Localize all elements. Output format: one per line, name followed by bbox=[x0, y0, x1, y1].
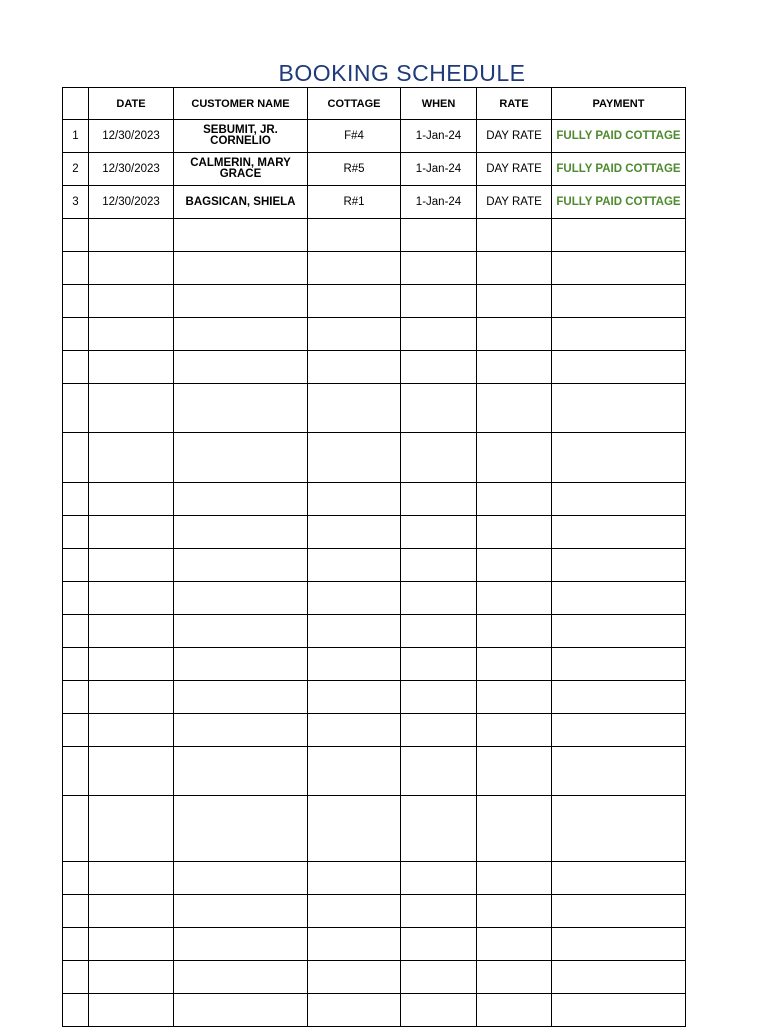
empty-cell bbox=[174, 895, 308, 928]
empty-cell bbox=[174, 681, 308, 714]
empty-cell bbox=[63, 219, 89, 252]
table-body bbox=[63, 120, 686, 1027]
empty-cell bbox=[401, 681, 477, 714]
empty-cell bbox=[63, 351, 89, 384]
empty-cell bbox=[477, 433, 552, 483]
empty-cell bbox=[89, 796, 174, 862]
empty-cell bbox=[477, 961, 552, 994]
empty-cell bbox=[174, 648, 308, 681]
payment-status: FULLY PAID COTTAGE bbox=[552, 186, 686, 219]
empty-cell bbox=[63, 483, 89, 516]
empty-cell bbox=[63, 714, 89, 747]
customer-name bbox=[174, 153, 308, 186]
empty-cell bbox=[477, 796, 552, 862]
empty-cell bbox=[308, 549, 401, 582]
empty-cell bbox=[89, 582, 174, 615]
empty-cell bbox=[401, 252, 477, 285]
payment-status: FULLY PAID COTTAGE bbox=[552, 120, 686, 153]
empty-cell bbox=[401, 433, 477, 483]
empty-cell bbox=[89, 747, 174, 796]
empty-row bbox=[63, 318, 686, 351]
empty-cell bbox=[552, 582, 686, 615]
empty-cell bbox=[63, 681, 89, 714]
empty-cell bbox=[63, 285, 89, 318]
empty-cell bbox=[477, 928, 552, 961]
empty-cell bbox=[89, 862, 174, 895]
empty-row bbox=[63, 895, 686, 928]
empty-row bbox=[63, 433, 686, 483]
empty-cell bbox=[401, 714, 477, 747]
empty-cell bbox=[401, 895, 477, 928]
empty-cell bbox=[174, 961, 308, 994]
empty-cell bbox=[174, 747, 308, 796]
header-when: WHEN bbox=[401, 88, 477, 120]
booking-date: 12/30/2023 bbox=[89, 186, 174, 219]
rate: DAY RATE bbox=[477, 153, 552, 186]
empty-cell bbox=[63, 433, 89, 483]
empty-cell bbox=[401, 384, 477, 433]
when-date: 1-Jan-24 bbox=[401, 153, 477, 186]
empty-cell bbox=[89, 928, 174, 961]
empty-cell bbox=[552, 252, 686, 285]
empty-cell bbox=[477, 714, 552, 747]
empty-cell bbox=[63, 582, 89, 615]
empty-cell bbox=[552, 747, 686, 796]
empty-cell bbox=[308, 285, 401, 318]
empty-cell bbox=[401, 351, 477, 384]
empty-cell bbox=[308, 433, 401, 483]
when-date: 1-Jan-24 bbox=[401, 186, 477, 219]
empty-cell bbox=[308, 648, 401, 681]
empty-cell bbox=[63, 747, 89, 796]
empty-cell bbox=[401, 747, 477, 796]
header-payment: PAYMENT bbox=[552, 88, 686, 120]
empty-cell bbox=[308, 351, 401, 384]
booking-date: 12/30/2023 bbox=[89, 153, 174, 186]
empty-cell bbox=[89, 252, 174, 285]
empty-cell bbox=[174, 252, 308, 285]
empty-cell bbox=[308, 714, 401, 747]
empty-row bbox=[63, 796, 686, 862]
empty-cell bbox=[401, 483, 477, 516]
empty-cell bbox=[477, 318, 552, 351]
empty-cell bbox=[552, 961, 686, 994]
empty-row bbox=[63, 351, 686, 384]
header-number bbox=[63, 88, 89, 120]
empty-cell bbox=[174, 615, 308, 648]
empty-cell bbox=[63, 516, 89, 549]
empty-cell bbox=[174, 714, 308, 747]
booking-date: 12/30/2023 bbox=[89, 120, 174, 153]
empty-cell bbox=[552, 483, 686, 516]
empty-row bbox=[63, 994, 686, 1027]
empty-cell bbox=[477, 648, 552, 681]
empty-cell bbox=[401, 961, 477, 994]
empty-cell bbox=[89, 219, 174, 252]
empty-cell bbox=[308, 796, 401, 862]
empty-cell bbox=[89, 615, 174, 648]
empty-cell bbox=[552, 384, 686, 433]
empty-cell bbox=[89, 516, 174, 549]
empty-cell bbox=[174, 318, 308, 351]
empty-cell bbox=[552, 681, 686, 714]
empty-cell bbox=[174, 862, 308, 895]
empty-cell bbox=[308, 747, 401, 796]
empty-cell bbox=[401, 994, 477, 1027]
customer-name-line1: CALMERIN, MARY bbox=[190, 157, 291, 169]
empty-cell bbox=[552, 796, 686, 862]
empty-row bbox=[63, 516, 686, 549]
empty-cell bbox=[308, 961, 401, 994]
empty-cell bbox=[552, 433, 686, 483]
empty-cell bbox=[477, 862, 552, 895]
empty-cell bbox=[308, 318, 401, 351]
empty-row bbox=[63, 714, 686, 747]
empty-cell bbox=[308, 681, 401, 714]
empty-cell bbox=[308, 615, 401, 648]
empty-cell bbox=[477, 895, 552, 928]
cottage: R#1 bbox=[308, 186, 401, 219]
empty-cell bbox=[63, 895, 89, 928]
empty-cell bbox=[89, 994, 174, 1027]
table-row bbox=[63, 120, 686, 153]
empty-cell bbox=[401, 796, 477, 862]
empty-cell bbox=[174, 516, 308, 549]
empty-cell bbox=[401, 862, 477, 895]
empty-cell bbox=[174, 928, 308, 961]
payment-status: FULLY PAID COTTAGE bbox=[552, 153, 686, 186]
empty-cell bbox=[308, 252, 401, 285]
empty-cell bbox=[89, 895, 174, 928]
empty-cell bbox=[477, 252, 552, 285]
empty-cell bbox=[174, 219, 308, 252]
empty-cell bbox=[174, 994, 308, 1027]
empty-cell bbox=[63, 928, 89, 961]
empty-cell bbox=[552, 351, 686, 384]
empty-cell bbox=[174, 351, 308, 384]
empty-cell bbox=[89, 549, 174, 582]
empty-cell bbox=[89, 681, 174, 714]
empty-cell bbox=[401, 928, 477, 961]
empty-cell bbox=[174, 433, 308, 483]
booking-table bbox=[62, 87, 686, 1027]
empty-cell bbox=[552, 994, 686, 1027]
empty-row bbox=[63, 747, 686, 796]
row-number: 3 bbox=[63, 186, 89, 219]
empty-cell bbox=[174, 582, 308, 615]
empty-cell bbox=[401, 219, 477, 252]
empty-cell bbox=[89, 285, 174, 318]
empty-cell bbox=[308, 994, 401, 1027]
empty-cell bbox=[63, 994, 89, 1027]
empty-cell bbox=[308, 582, 401, 615]
empty-cell bbox=[89, 433, 174, 483]
row-number: 1 bbox=[63, 120, 89, 153]
empty-cell bbox=[63, 252, 89, 285]
customer-name-line2: CORNELIO bbox=[210, 135, 271, 147]
cottage: F#4 bbox=[308, 120, 401, 153]
empty-cell bbox=[401, 285, 477, 318]
empty-cell bbox=[477, 219, 552, 252]
when-date: 1-Jan-24 bbox=[401, 120, 477, 153]
empty-cell bbox=[552, 285, 686, 318]
empty-cell bbox=[552, 318, 686, 351]
customer-name-line2: GRACE bbox=[219, 168, 262, 180]
empty-row bbox=[63, 285, 686, 318]
page-title: BOOKING SCHEDULE bbox=[278, 60, 526, 86]
empty-cell bbox=[89, 961, 174, 994]
empty-cell bbox=[477, 582, 552, 615]
empty-cell bbox=[89, 351, 174, 384]
empty-row bbox=[63, 862, 686, 895]
empty-cell bbox=[401, 318, 477, 351]
header-date: DATE bbox=[89, 88, 174, 120]
empty-row bbox=[63, 681, 686, 714]
empty-cell bbox=[63, 615, 89, 648]
empty-cell bbox=[63, 318, 89, 351]
empty-cell bbox=[552, 219, 686, 252]
empty-row bbox=[63, 252, 686, 285]
empty-cell bbox=[63, 648, 89, 681]
empty-cell bbox=[308, 895, 401, 928]
empty-cell bbox=[552, 895, 686, 928]
row-number: 2 bbox=[63, 153, 89, 186]
empty-row bbox=[63, 219, 686, 252]
empty-cell bbox=[477, 384, 552, 433]
empty-row bbox=[63, 384, 686, 433]
empty-cell bbox=[63, 862, 89, 895]
header-row bbox=[63, 88, 686, 120]
empty-cell bbox=[477, 681, 552, 714]
customer-name-line1: SEBUMIT, JR. bbox=[203, 124, 278, 136]
empty-cell bbox=[477, 516, 552, 549]
empty-row bbox=[63, 961, 686, 994]
empty-cell bbox=[89, 384, 174, 433]
empty-cell bbox=[308, 219, 401, 252]
empty-cell bbox=[174, 285, 308, 318]
empty-cell bbox=[308, 483, 401, 516]
empty-cell bbox=[308, 862, 401, 895]
empty-cell bbox=[552, 648, 686, 681]
empty-cell bbox=[401, 582, 477, 615]
customer-name: BAGSICAN, SHIELA bbox=[174, 186, 308, 219]
empty-cell bbox=[401, 648, 477, 681]
empty-cell bbox=[63, 384, 89, 433]
empty-cell bbox=[477, 351, 552, 384]
empty-row bbox=[63, 549, 686, 582]
empty-cell bbox=[308, 928, 401, 961]
rate: DAY RATE bbox=[477, 186, 552, 219]
empty-cell bbox=[477, 285, 552, 318]
empty-cell bbox=[552, 928, 686, 961]
empty-cell bbox=[552, 714, 686, 747]
empty-cell bbox=[477, 549, 552, 582]
empty-cell bbox=[552, 862, 686, 895]
empty-cell bbox=[401, 516, 477, 549]
rate: DAY RATE bbox=[477, 120, 552, 153]
empty-row bbox=[63, 582, 686, 615]
empty-cell bbox=[89, 318, 174, 351]
empty-cell bbox=[63, 961, 89, 994]
empty-cell bbox=[89, 648, 174, 681]
empty-cell bbox=[174, 483, 308, 516]
empty-row bbox=[63, 648, 686, 681]
empty-cell bbox=[477, 615, 552, 648]
empty-cell bbox=[63, 796, 89, 862]
empty-row bbox=[63, 483, 686, 516]
table-row bbox=[63, 153, 686, 186]
empty-cell bbox=[308, 516, 401, 549]
empty-row bbox=[63, 928, 686, 961]
header-customer-name: CUSTOMER NAME bbox=[174, 88, 308, 120]
empty-cell bbox=[552, 615, 686, 648]
table-row bbox=[63, 186, 686, 219]
empty-cell bbox=[63, 549, 89, 582]
empty-cell bbox=[401, 615, 477, 648]
empty-cell bbox=[174, 796, 308, 862]
empty-cell bbox=[174, 549, 308, 582]
empty-cell bbox=[308, 384, 401, 433]
header-rate: RATE bbox=[477, 88, 552, 120]
empty-cell bbox=[477, 994, 552, 1027]
empty-cell bbox=[552, 549, 686, 582]
header-cottage: COTTAGE bbox=[308, 88, 401, 120]
empty-cell bbox=[401, 549, 477, 582]
empty-cell bbox=[552, 516, 686, 549]
cottage: R#5 bbox=[308, 153, 401, 186]
empty-cell bbox=[174, 384, 308, 433]
empty-cell bbox=[477, 483, 552, 516]
empty-cell bbox=[89, 483, 174, 516]
empty-cell bbox=[89, 714, 174, 747]
empty-row bbox=[63, 615, 686, 648]
customer-name bbox=[174, 120, 308, 153]
empty-cell bbox=[477, 747, 552, 796]
